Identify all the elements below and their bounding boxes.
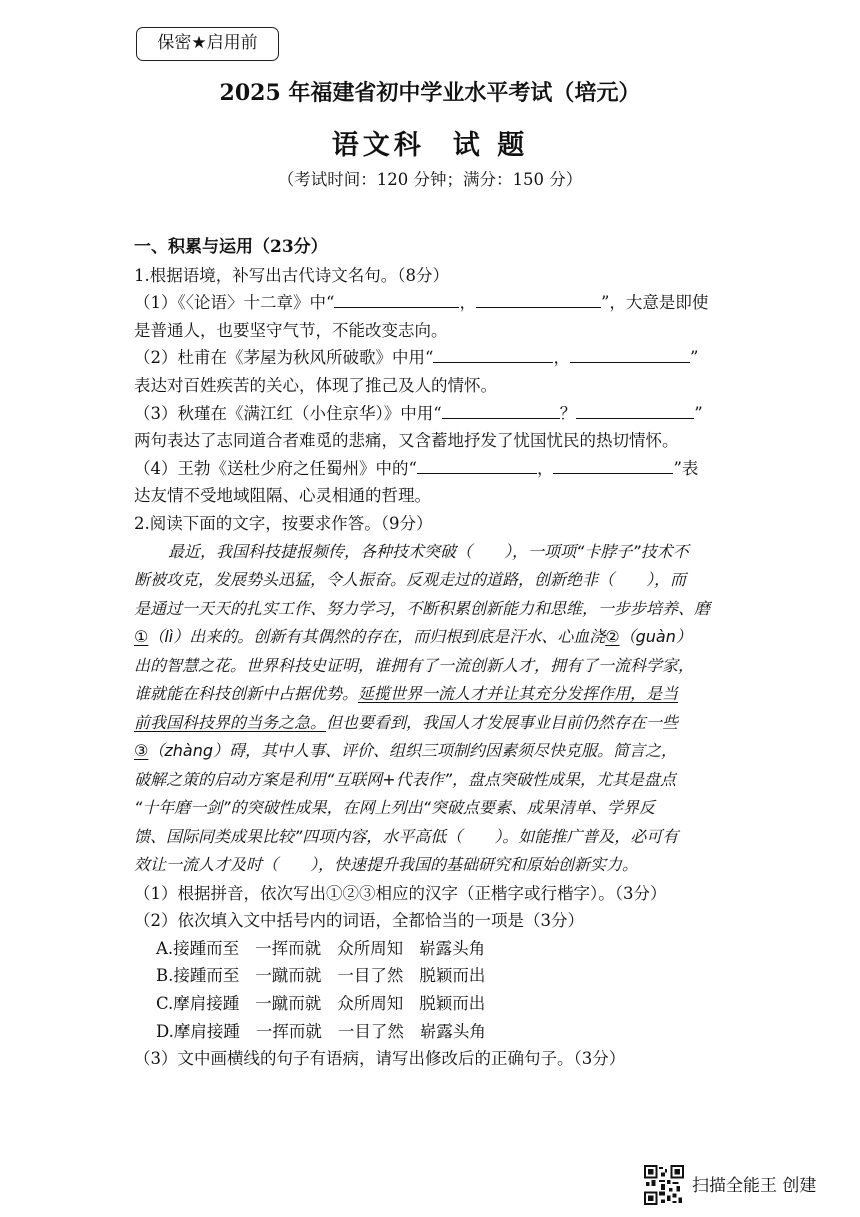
option-label: D.: [156, 1021, 174, 1041]
q1-item-3-text: （3）秋瑾在《满江红（小住京华）》中用“: [134, 403, 442, 423]
scanner-watermark: [644, 1163, 844, 1207]
q1-item-2-line-1: [134, 344, 774, 372]
reading-passage: [134, 538, 774, 880]
q1-item-4-line-1: [134, 455, 774, 483]
q1-item-1-line-1: [134, 289, 774, 317]
answer-blank[interactable]: [476, 291, 601, 308]
exam-body: [134, 234, 774, 1073]
subject-title: [0, 123, 860, 162]
exam-info: （考试时间：120 分钟；满分：150 分）: [277, 170, 583, 189]
q1-item-1-sep: ，: [459, 293, 476, 313]
q1-item-4-text: （4）王勃《送杜少府之任蜀州》中的“: [134, 458, 417, 478]
underlined-sentence: 延揽世界一流人才并让其充分发挥作用，是当: [358, 684, 679, 704]
subject-word-1: 语文科: [331, 130, 425, 161]
question-2-stem: 2.阅读下面的文字，按要求作答。（9分）: [134, 513, 433, 533]
option-word: 一蹴而就: [255, 966, 322, 986]
option-word: 一目了然: [337, 966, 404, 986]
passage-line: [134, 623, 774, 652]
q1-item-2-text: （2）杜甫在《茅屋为秋风所破歌》中用“: [134, 348, 434, 368]
passage-text: （guàn）: [619, 627, 692, 647]
qr-code-icon: [644, 1165, 684, 1205]
passage-line: 出的智慧之花。世界科技史证明，谁拥有了一流创新人才，拥有了一流科学家，: [134, 655, 695, 675]
answer-blank[interactable]: [442, 402, 560, 419]
answer-blank[interactable]: [553, 457, 673, 474]
passage-line: [134, 709, 774, 738]
subject-word-2: 试 题: [452, 130, 529, 161]
answer-blank[interactable]: [433, 346, 553, 363]
passage-line: 馈、国际同类成果比较”四项内容，水平高低（ ）。如能推广普及，必可有: [134, 826, 679, 846]
question-1-stem: 1.根据语境，补写出古代诗文名句。（8分）: [134, 265, 449, 285]
passage-line: 破解之策的启动方案是利用“互联网+代表作”，盘点突破性成果，尤其是盘点: [134, 769, 676, 789]
option-label: A.: [156, 938, 174, 958]
q1-item-4-sep: ，: [536, 458, 554, 478]
section-heading: 一、积累与运用（23分）: [134, 237, 328, 257]
option-a[interactable]: [134, 935, 774, 963]
option-word: 接踵而至: [173, 938, 240, 958]
option-word: 脱颖而出: [419, 966, 486, 986]
answer-blank[interactable]: [334, 291, 459, 308]
q1-item-2-line-2: 表达对百姓疾苦的关心，体现了推己及人的情怀。: [134, 375, 497, 395]
option-label: B.: [156, 966, 174, 986]
q1-item-2-sep: ，: [553, 348, 570, 368]
option-word: 崭露头角: [419, 938, 486, 958]
q1-item-4-tail: ”表: [673, 458, 699, 478]
option-word: 众所周知: [337, 993, 404, 1013]
exam-title: 2025 年福建省初中学业水平考试（培元）: [219, 80, 641, 106]
passage-line: 断被攻克，发展势头迅猛，令人振奋。反观走过的道路，创新绝非（ ），而: [134, 570, 687, 590]
answer-blank[interactable]: [417, 457, 537, 474]
confidential-badge: 保密★启用前: [136, 27, 279, 61]
blank-marker-3: ③: [134, 741, 149, 761]
option-word: 脱颖而出: [419, 993, 486, 1013]
option-word: 接踵而至: [173, 966, 240, 986]
passage-line: 最近，我国科技捷报频传，各种技术突破（ ），一项项“卡脖子”技术不: [168, 541, 689, 561]
option-word: 一目了然: [337, 1021, 404, 1041]
option-b[interactable]: [134, 962, 774, 990]
passage-line: [134, 737, 774, 766]
passage-line: [134, 680, 774, 709]
q2-sub-question-1: （1）根据拼音，依次写出①②③相应的汉字（正楷字或行楷字）。（3分）: [134, 883, 667, 903]
option-word: 摩肩接踵: [173, 1021, 240, 1041]
q1-item-3-line-2: 两句表达了志同道合者难觅的悲痛，又含蓄地抒发了忧国忧民的热切情怀。: [134, 431, 679, 451]
underlined-sentence: 前我国科技界的当务之急。: [134, 712, 327, 732]
option-c[interactable]: [134, 990, 774, 1018]
passage-line: “十年磨一剑”的突破性成果，在网上列出“突破点要素、成果清单、学界反: [134, 798, 655, 818]
option-word: 众所周知: [337, 938, 404, 958]
scanner-brand-text: 扫描全能王 创建: [692, 1176, 817, 1196]
passage-line: 效让一流人才及时（ ），快速提升我国的基础研究和原始创新实力。: [134, 855, 639, 875]
q2-sub-question-3: （3）文中画横线的句子有语病，请写出修改后的正确句子。（3分）: [134, 1049, 626, 1069]
option-word: 一蹴而就: [255, 993, 322, 1013]
q2-sub-question-2: （2）依次填入文中括号内的词语，全都恰当的一项是（3分）: [134, 911, 584, 931]
option-label: C.: [156, 993, 174, 1013]
option-word: 崭露头角: [419, 1021, 486, 1041]
blank-marker-1: ①: [134, 627, 149, 647]
q1-item-4-line-2: 达友情不受地域阻隔、心灵相通的哲理。: [134, 486, 431, 506]
option-word: 摩肩接踵: [173, 993, 240, 1013]
answer-blank[interactable]: [570, 346, 690, 363]
q1-item-1-text: （1）《〈论语〉十二章》中“: [134, 293, 335, 313]
option-word: 一挥而就: [255, 1021, 322, 1041]
q1-item-2-tail: ”: [689, 348, 699, 368]
passage-text: （zhàng）碍，其中人事、评价、组织三项制约因素须尽快克服。简言之，: [148, 741, 677, 761]
q1-item-3-tail: ”: [694, 403, 703, 423]
passage-text: （lì）出来的。创新有其偶然的存在，而归根到底是汗水、心血浇: [148, 627, 606, 647]
passage-text: 但也要看到，我国人才发展事业目前仍然存在一些: [326, 712, 679, 732]
passage-text: 谁就能在科技创新中占据优势。: [134, 684, 359, 704]
option-word: 一挥而就: [255, 938, 322, 958]
q1-item-3-line-1: [134, 400, 774, 428]
q1-item-1-tail: ”，大意是即使: [600, 293, 709, 313]
q1-item-1-line-2: 是普通人，也要坚守气节，不能改变志向。: [134, 320, 448, 340]
answer-blank[interactable]: [576, 402, 694, 419]
q1-item-3-sep: ？: [559, 403, 577, 423]
passage-line: 是通过一天天的扎实工作、努力学习，不断积累创新能力和思维，一步步培养、磨: [134, 598, 711, 618]
option-d[interactable]: [134, 1018, 774, 1046]
blank-marker-2: ②: [605, 627, 620, 647]
